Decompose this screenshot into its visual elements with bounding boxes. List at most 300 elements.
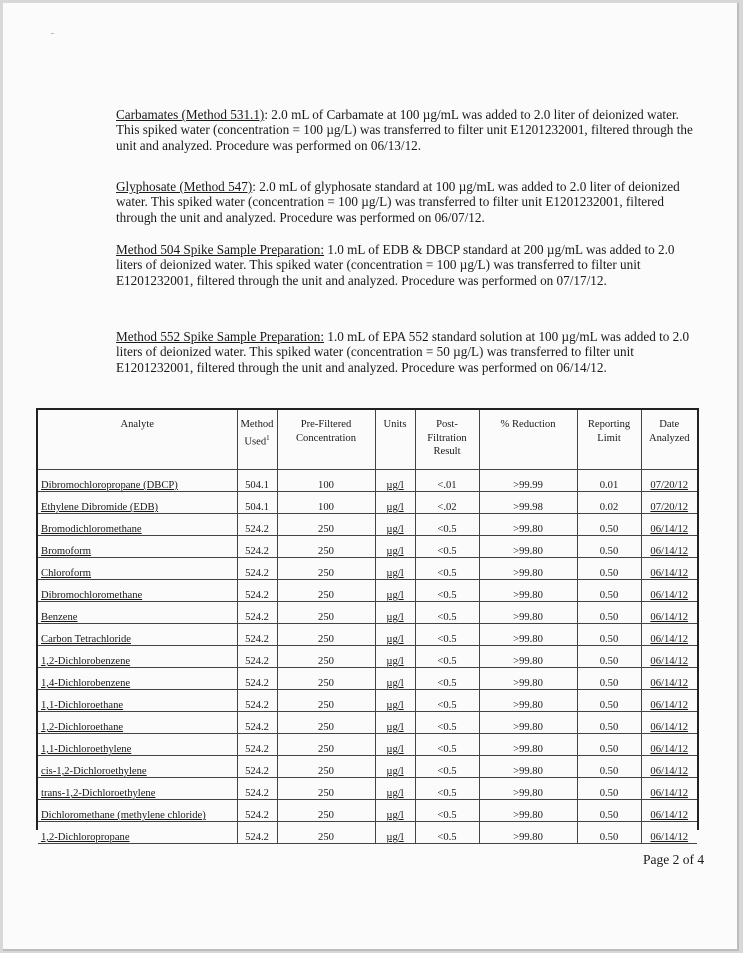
units-cell-text: µg/l <box>386 524 404 535</box>
units-cell-text: µg/l <box>386 568 404 579</box>
results-table <box>38 410 697 844</box>
method-cell <box>237 734 277 756</box>
pre-filtered-cell-text: 250 <box>318 766 334 777</box>
units-cell-text: µg/l <box>386 678 404 689</box>
post-filtration-cell-text: <0.5 <box>437 832 457 843</box>
units-cell <box>375 580 415 602</box>
method-cell-text: 524.2 <box>245 832 269 843</box>
post-filtration-cell <box>415 602 479 624</box>
header-method-used <box>237 410 277 470</box>
units-cell <box>375 778 415 800</box>
reporting-limit-cell <box>577 712 641 734</box>
post-filtration-cell <box>415 558 479 580</box>
method-cell-text: 524.2 <box>245 656 269 667</box>
date-analyzed-cell-text: 06/14/12 <box>650 832 689 843</box>
post-filtration-cell-text: <0.5 <box>437 744 457 755</box>
units-cell <box>375 470 415 492</box>
table-row <box>38 668 697 690</box>
method-cell-text: 524.2 <box>245 524 269 535</box>
table-row <box>38 602 697 624</box>
pre-filtered-cell <box>277 756 375 778</box>
date-analyzed-cell-text: 06/14/12 <box>650 700 689 711</box>
reporting-limit-cell <box>577 514 641 536</box>
reduction-cell-text: >99.80 <box>513 590 543 601</box>
pre-filtered-cell-text: 250 <box>318 524 334 535</box>
analyte-cell <box>38 492 237 514</box>
pre-filtered-cell-text: 100 <box>318 502 334 513</box>
reporting-limit-cell-text: 0.50 <box>599 590 619 601</box>
reduction-cell-text: >99.80 <box>513 700 543 711</box>
analyte-cell <box>38 800 237 822</box>
table-row <box>38 558 697 580</box>
units-cell-text: µg/l <box>386 546 404 557</box>
date-analyzed-cell <box>641 536 697 558</box>
date-analyzed-cell <box>641 734 697 756</box>
reporting-limit-cell-text: 0.50 <box>599 546 619 557</box>
analyte-cell-text: Carbon Tetrachloride <box>41 634 131 645</box>
post-filtration-cell <box>415 756 479 778</box>
analyte-cell <box>38 734 237 756</box>
method-cell-text: 524.2 <box>245 700 269 711</box>
reduction-cell-text: >99.80 <box>513 524 543 535</box>
units-cell <box>375 558 415 580</box>
paragraph-text: : 2.0 mL of Carbamate at 100 µg/mL was added to 2.0 liter of deionized water. This spiked water (concentration = 100 µg/L) was transferred to filter unit E1201232001, filtered through the unit and analyzed. Procedure was performed on 06/13/12. <box>116 107 693 153</box>
header-post-filtration: Post-Filtration Result <box>415 410 479 470</box>
analyte-cell-text: Dibromochloromethane <box>41 590 143 601</box>
reduction-cell-text: >99.80 <box>513 612 543 623</box>
analyte-cell-text: 1,1-Dichloroethylene <box>41 744 132 755</box>
post-filtration-cell-text: <0.5 <box>437 590 457 601</box>
method-cell <box>237 580 277 602</box>
reporting-limit-cell <box>577 536 641 558</box>
date-analyzed-cell-text: 06/14/12 <box>650 722 689 733</box>
units-cell <box>375 800 415 822</box>
analyte-cell-text: Chloroform <box>41 568 92 579</box>
reduction-cell-text: >99.80 <box>513 678 543 689</box>
method-cell-text: 524.2 <box>245 568 269 579</box>
reduction-cell <box>479 690 577 712</box>
method-cell <box>237 756 277 778</box>
pre-filtered-cell-text: 250 <box>318 810 334 821</box>
carbamates-paragraph <box>116 107 696 153</box>
units-cell <box>375 646 415 668</box>
reporting-limit-cell-text: 0.50 <box>599 634 619 645</box>
post-filtration-cell-text: <0.5 <box>437 524 457 535</box>
reduction-cell <box>479 822 577 844</box>
reduction-cell-text: >99.98 <box>513 502 543 513</box>
analyte-cell <box>38 646 237 668</box>
date-analyzed-cell <box>641 624 697 646</box>
pre-filtered-cell <box>277 580 375 602</box>
units-cell-text: µg/l <box>386 590 404 601</box>
units-cell <box>375 822 415 844</box>
method-cell <box>237 558 277 580</box>
pre-filtered-cell-text: 250 <box>318 744 334 755</box>
units-cell-text: µg/l <box>386 722 404 733</box>
method-cell-text: 504.1 <box>245 502 269 513</box>
analyte-cell <box>38 668 237 690</box>
method-cell <box>237 624 277 646</box>
reporting-limit-cell-text: 0.50 <box>599 832 619 843</box>
post-filtration-cell <box>415 822 479 844</box>
method-cell <box>237 470 277 492</box>
analyte-cell <box>38 822 237 844</box>
units-cell-text: µg/l <box>386 810 404 821</box>
reduction-cell <box>479 624 577 646</box>
pre-filtered-cell-text: 250 <box>318 568 334 579</box>
units-cell <box>375 756 415 778</box>
date-analyzed-cell-text: 06/14/12 <box>650 546 689 557</box>
pre-filtered-cell <box>277 536 375 558</box>
date-analyzed-cell <box>641 580 697 602</box>
reduction-cell-text: >99.80 <box>513 634 543 645</box>
reduction-cell <box>479 558 577 580</box>
date-analyzed-cell-text: 06/14/12 <box>650 678 689 689</box>
reduction-cell-text: >99.80 <box>513 832 543 843</box>
reporting-limit-cell-text: 0.50 <box>599 700 619 711</box>
scan-speck <box>51 33 54 34</box>
units-cell-text: µg/l <box>386 766 404 777</box>
post-filtration-cell-text: <0.5 <box>437 810 457 821</box>
pre-filtered-cell <box>277 822 375 844</box>
reduction-cell <box>479 514 577 536</box>
table-row <box>38 734 697 756</box>
post-filtration-cell-text: <0.5 <box>437 612 457 623</box>
method-cell-text: 504.1 <box>245 480 269 491</box>
table-row <box>38 492 697 514</box>
reduction-cell <box>479 646 577 668</box>
method-cell <box>237 822 277 844</box>
date-analyzed-cell <box>641 646 697 668</box>
analyte-cell-text: Dibromochloropropane (DBCP) <box>41 480 178 491</box>
reporting-limit-cell <box>577 558 641 580</box>
method-cell <box>237 668 277 690</box>
table-row <box>38 646 697 668</box>
glyphosate-paragraph <box>116 179 696 225</box>
reduction-cell <box>479 602 577 624</box>
post-filtration-cell <box>415 624 479 646</box>
reporting-limit-cell-text: 0.50 <box>599 788 619 799</box>
post-filtration-cell-text: <0.5 <box>437 700 457 711</box>
post-filtration-cell <box>415 668 479 690</box>
date-analyzed-cell <box>641 690 697 712</box>
analyte-cell <box>38 470 237 492</box>
post-filtration-cell-text: <.02 <box>437 502 457 513</box>
reporting-limit-cell <box>577 734 641 756</box>
pre-filtered-cell-text: 250 <box>318 656 334 667</box>
paragraph-title: Method 504 Spike Sample Preparation: <box>116 242 325 257</box>
units-cell-text: µg/l <box>386 634 404 645</box>
paragraph-text: : 2.0 mL of glyphosate standard at 100 µg/mL was added to 2.0 liter of deionized water. This spiked water (concentration = 100 µg/L) was transferred to filter unit E1201232001, filtered through the unit and analyzed. Procedure was performed on 06/07/12. <box>116 179 680 225</box>
paragraph-title: Glyphosate (Method 547) <box>116 179 253 194</box>
table-row <box>38 580 697 602</box>
analyte-cell-text: Dichloromethane (methylene chloride) <box>41 810 206 821</box>
method-cell-text: 524.2 <box>245 634 269 645</box>
table-row <box>38 800 697 822</box>
reduction-cell <box>479 712 577 734</box>
pre-filtered-cell <box>277 470 375 492</box>
date-analyzed-cell <box>641 492 697 514</box>
post-filtration-cell-text: <0.5 <box>437 634 457 645</box>
header-units: Units <box>375 410 415 470</box>
paragraph-text: 1.0 mL of EDB & DBCP standard at 200 µg/mL was added to 2.0 liters of deionized water. This spiked water (concentration = 100 µg/L) was transferred to filter unit E1201232001, filtered through the unit and analyzed. Procedure was performed on 07/17/12. <box>116 242 675 288</box>
header-date-analyzed: Date Analyzed <box>641 410 697 470</box>
pre-filtered-cell-text: 250 <box>318 788 334 799</box>
pre-filtered-cell-text: 250 <box>318 612 334 623</box>
analyte-cell <box>38 514 237 536</box>
units-cell-text: µg/l <box>386 612 404 623</box>
reporting-limit-cell-text: 0.50 <box>599 766 619 777</box>
date-analyzed-cell-text: 06/14/12 <box>650 788 689 799</box>
analyte-cell-text: cis-1,2-Dichloroethylene <box>41 766 147 777</box>
date-analyzed-cell-text: 07/20/12 <box>650 502 689 513</box>
method-cell-text: 524.2 <box>245 722 269 733</box>
date-analyzed-cell-text: 06/14/12 <box>650 766 689 777</box>
header-analyte: Analyte <box>38 410 237 470</box>
table-header-row <box>38 410 697 470</box>
header-reporting-limit: Reporting Limit <box>577 410 641 470</box>
pre-filtered-cell-text: 250 <box>318 634 334 645</box>
units-cell-text: µg/l <box>386 788 404 799</box>
post-filtration-cell-text: <0.5 <box>437 722 457 733</box>
reduction-cell <box>479 756 577 778</box>
reporting-limit-cell <box>577 624 641 646</box>
reporting-limit-cell-text: 0.50 <box>599 568 619 579</box>
paragraph-text: 1.0 mL of EPA 552 standard solution at 100 µg/mL was added to 2.0 liters of deionized water. This spiked water (concentration = 50 µg/L) was transferred to filter unit E1201232001, filtered through the unit and analyzed. Procedure was performed on 06/14/12. <box>116 329 690 375</box>
pre-filtered-cell <box>277 734 375 756</box>
reduction-cell <box>479 536 577 558</box>
method-cell <box>237 646 277 668</box>
analyte-cell <box>38 690 237 712</box>
date-analyzed-cell <box>641 602 697 624</box>
reporting-limit-cell <box>577 690 641 712</box>
table-row <box>38 756 697 778</box>
reduction-cell-text: >99.80 <box>513 546 543 557</box>
reduction-cell <box>479 778 577 800</box>
method-cell <box>237 800 277 822</box>
method-cell-text: 524.2 <box>245 788 269 799</box>
post-filtration-cell <box>415 470 479 492</box>
analyte-cell-text: 1,1-Dichloroethane <box>41 700 124 711</box>
date-analyzed-cell <box>641 712 697 734</box>
date-analyzed-cell <box>641 470 697 492</box>
post-filtration-cell-text: <0.5 <box>437 546 457 557</box>
paragraph-title: Method 552 Spike Sample Preparation: <box>116 329 325 344</box>
analyte-cell-text: 1,2-Dichloroethane <box>41 722 124 733</box>
units-cell-text: µg/l <box>386 656 404 667</box>
pre-filtered-cell-text: 250 <box>318 590 334 601</box>
method-cell <box>237 492 277 514</box>
date-analyzed-cell-text: 06/14/12 <box>650 810 689 821</box>
table-row <box>38 778 697 800</box>
date-analyzed-cell <box>641 778 697 800</box>
date-analyzed-cell-text: 07/20/12 <box>650 480 689 491</box>
units-cell-text: µg/l <box>386 744 404 755</box>
table-row <box>38 712 697 734</box>
reduction-cell <box>479 800 577 822</box>
analyte-cell <box>38 712 237 734</box>
units-cell-text: µg/l <box>386 700 404 711</box>
reporting-limit-cell <box>577 470 641 492</box>
method-cell-text: 524.2 <box>245 766 269 777</box>
method-cell-text: 524.2 <box>245 678 269 689</box>
analyte-cell-text: Ethylene Dibromide (EDB) <box>41 502 159 513</box>
post-filtration-cell-text: <0.5 <box>437 568 457 579</box>
reporting-limit-cell-text: 0.50 <box>599 678 619 689</box>
post-filtration-cell <box>415 778 479 800</box>
date-analyzed-cell-text: 06/14/12 <box>650 634 689 645</box>
method-cell <box>237 712 277 734</box>
date-analyzed-cell-text: 06/14/12 <box>650 744 689 755</box>
units-cell-text: µg/l <box>386 832 404 843</box>
analyte-cell <box>38 536 237 558</box>
analyte-cell <box>38 624 237 646</box>
pre-filtered-cell <box>277 602 375 624</box>
method-cell-text: 524.2 <box>245 810 269 821</box>
reduction-cell-text: >99.80 <box>513 656 543 667</box>
pre-filtered-cell-text: 250 <box>318 722 334 733</box>
reduction-cell <box>479 492 577 514</box>
units-cell <box>375 712 415 734</box>
post-filtration-cell <box>415 712 479 734</box>
table-row <box>38 624 697 646</box>
method-cell <box>237 514 277 536</box>
reduction-cell-text: >99.80 <box>513 568 543 579</box>
pre-filtered-cell <box>277 646 375 668</box>
post-filtration-cell-text: <0.5 <box>437 788 457 799</box>
reporting-limit-cell-text: 0.50 <box>599 612 619 623</box>
method-cell-text: 524.2 <box>245 744 269 755</box>
table-row <box>38 470 697 492</box>
reporting-limit-cell <box>577 602 641 624</box>
analyte-cell-text: 1,2-Dichloropropane <box>41 832 130 843</box>
analyte-cell <box>38 602 237 624</box>
pre-filtered-cell <box>277 514 375 536</box>
reporting-limit-cell-text: 0.50 <box>599 722 619 733</box>
date-analyzed-cell-text: 06/14/12 <box>650 568 689 579</box>
reduction-cell-text: >99.80 <box>513 744 543 755</box>
header-method-label: Method Used <box>240 419 274 448</box>
pre-filtered-cell-text: 250 <box>318 546 334 557</box>
table-row <box>38 514 697 536</box>
reduction-cell-text: >99.80 <box>513 722 543 733</box>
table-row <box>38 822 697 844</box>
date-analyzed-cell <box>641 800 697 822</box>
post-filtration-cell <box>415 514 479 536</box>
reduction-cell-text: >99.99 <box>513 480 543 491</box>
pre-filtered-cell <box>277 712 375 734</box>
analyte-cell-text: Benzene <box>41 612 78 623</box>
results-table-frame <box>36 408 699 843</box>
units-cell <box>375 514 415 536</box>
pre-filtered-cell <box>277 624 375 646</box>
analyte-cell <box>38 580 237 602</box>
document-page <box>3 3 739 951</box>
post-filtration-cell <box>415 536 479 558</box>
reporting-limit-cell <box>577 822 641 844</box>
reporting-limit-cell <box>577 646 641 668</box>
date-analyzed-cell-text: 06/14/12 <box>650 590 689 601</box>
post-filtration-cell-text: <.01 <box>437 480 457 491</box>
pre-filtered-cell-text: 250 <box>318 678 334 689</box>
pre-filtered-cell <box>277 690 375 712</box>
pre-filtered-cell-text: 100 <box>318 480 334 491</box>
header-pre-filtered: Pre-Filtered Concentration <box>277 410 375 470</box>
reporting-limit-cell-text: 0.50 <box>599 810 619 821</box>
reporting-limit-cell <box>577 800 641 822</box>
date-analyzed-cell <box>641 558 697 580</box>
method-cell-text: 524.2 <box>245 590 269 601</box>
units-cell <box>375 690 415 712</box>
post-filtration-cell <box>415 734 479 756</box>
analyte-cell <box>38 778 237 800</box>
reporting-limit-cell <box>577 778 641 800</box>
post-filtration-cell-text: <0.5 <box>437 678 457 689</box>
post-filtration-cell <box>415 690 479 712</box>
date-analyzed-cell <box>641 668 697 690</box>
date-analyzed-cell <box>641 756 697 778</box>
analyte-cell-text: trans-1,2-Dichloroethylene <box>41 788 156 799</box>
paragraph-title: Carbamates (Method 531.1) <box>116 107 265 122</box>
pre-filtered-cell-text: 250 <box>318 700 334 711</box>
method-cell <box>237 602 277 624</box>
method-cell-text: 524.2 <box>245 546 269 557</box>
pre-filtered-cell <box>277 492 375 514</box>
pre-filtered-cell <box>277 668 375 690</box>
units-cell <box>375 492 415 514</box>
table-row <box>38 536 697 558</box>
reporting-limit-cell-text: 0.02 <box>599 502 619 513</box>
pre-filtered-cell-text: 250 <box>318 832 334 843</box>
units-cell-text: µg/l <box>386 502 404 513</box>
units-cell <box>375 668 415 690</box>
reduction-cell <box>479 668 577 690</box>
page-number: Page 2 of 4 <box>643 852 705 867</box>
reduction-cell-text: >99.80 <box>513 810 543 821</box>
date-analyzed-cell-text: 06/14/12 <box>650 612 689 623</box>
post-filtration-cell <box>415 646 479 668</box>
reporting-limit-cell <box>577 668 641 690</box>
units-cell <box>375 624 415 646</box>
analyte-cell-text: Bromoform <box>41 546 92 557</box>
units-cell-text: µg/l <box>386 480 404 491</box>
reduction-cell <box>479 470 577 492</box>
reduction-cell-text: >99.80 <box>513 766 543 777</box>
date-analyzed-cell <box>641 822 697 844</box>
method-cell <box>237 778 277 800</box>
post-filtration-cell-text: <0.5 <box>437 766 457 777</box>
reporting-limit-cell-text: 0.01 <box>599 480 619 491</box>
header-reduction: % Reduction <box>479 410 577 470</box>
pre-filtered-cell <box>277 778 375 800</box>
reporting-limit-cell-text: 0.50 <box>599 656 619 667</box>
method-cell-text: 524.2 <box>245 612 269 623</box>
date-analyzed-cell-text: 06/14/12 <box>650 524 689 535</box>
reporting-limit-cell-text: 0.50 <box>599 524 619 535</box>
units-cell <box>375 734 415 756</box>
analyte-cell <box>38 558 237 580</box>
method-footnote-mark: 1 <box>266 433 270 442</box>
method-cell <box>237 690 277 712</box>
pre-filtered-cell <box>277 800 375 822</box>
reporting-limit-cell <box>577 580 641 602</box>
method-cell <box>237 536 277 558</box>
units-cell <box>375 536 415 558</box>
reduction-cell-text: >99.80 <box>513 788 543 799</box>
units-cell <box>375 602 415 624</box>
post-filtration-cell <box>415 800 479 822</box>
pre-filtered-cell <box>277 558 375 580</box>
